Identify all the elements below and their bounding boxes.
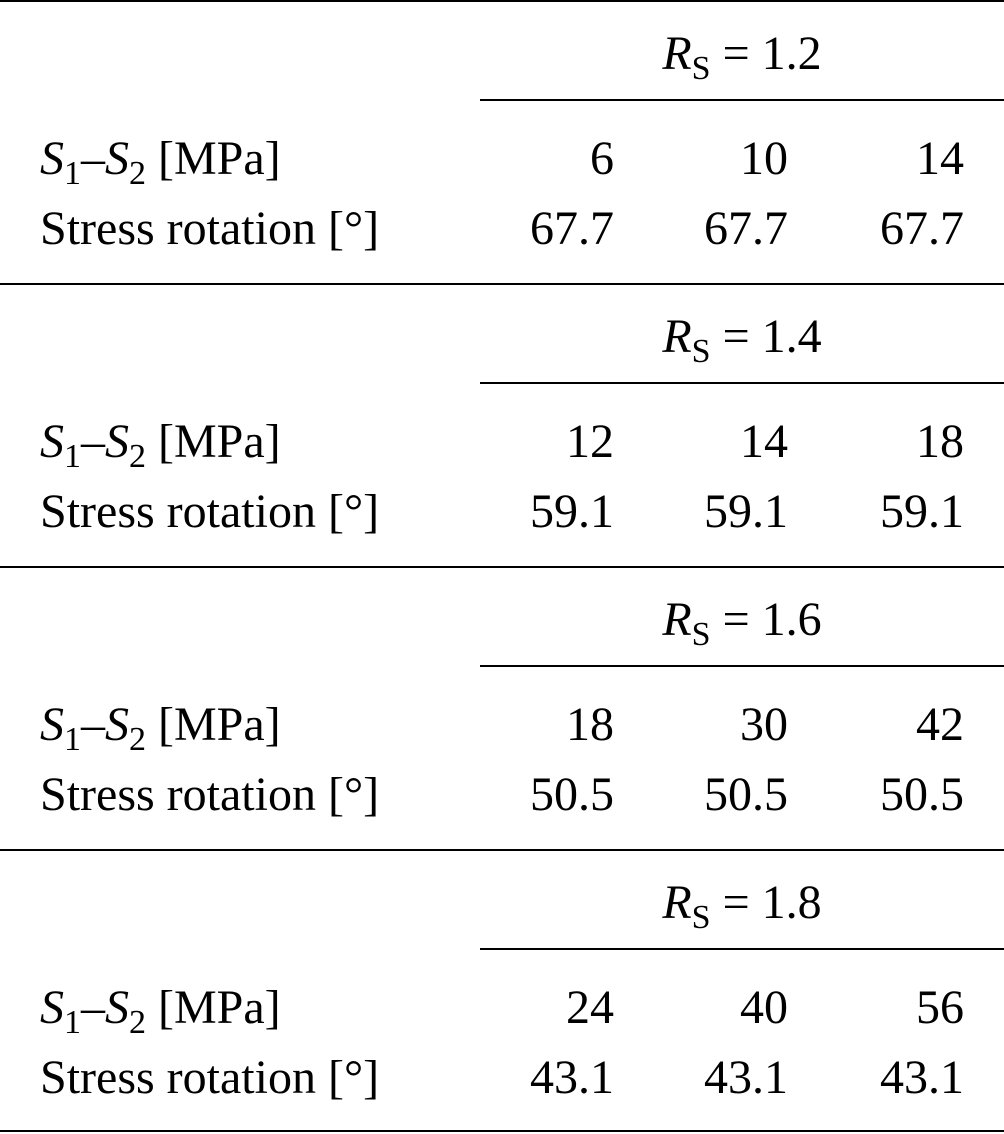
table-cell: 67.7 [704,202,788,255]
row-label-rotation: Stress rotation [°] [40,202,380,255]
row-label-s1-s2: $S_1-S_2$ [MPa] [40,415,281,475]
table-cell: 40 [740,981,788,1034]
table-cell: 50.5 [704,768,788,821]
table-cell: 42 [916,698,964,751]
rs-header: $R_S = 1.6$ [662,593,822,653]
table-block-rs-1-4 [0,285,1004,567]
table-cell: 67.7 [530,202,614,255]
table-cell: 56 [916,981,964,1034]
rs-header: $R_S = 1.8$ [662,876,822,936]
row-label-s1-s2: $S_1-S_2$ [MPa] [40,981,281,1041]
table-block-rs-1-8 [0,851,1004,1133]
table-cell: 12 [566,415,614,468]
table-row-s1-s2 [0,694,1004,756]
table-row-rotation [0,764,1004,826]
table-cell: 59.1 [880,485,964,538]
header-rule [480,99,1004,101]
header-rule [480,665,1004,667]
table-cell: 59.1 [704,485,788,538]
table-cell: 43.1 [880,1051,964,1104]
header-rule [480,382,1004,384]
table-cell: 43.1 [530,1051,614,1104]
table-cell: 50.5 [530,768,614,821]
row-label-s1-s2: $S_1-S_2$ [MPa] [40,698,281,758]
table-cell: 14 [740,415,788,468]
table-row-s1-s2 [0,411,1004,473]
table-row-rotation [0,1047,1004,1109]
table-row-s1-s2 [0,128,1004,190]
table-cell: 6 [590,132,614,185]
row-label-rotation: Stress rotation [°] [40,768,380,821]
table-row-s1-s2 [0,977,1004,1039]
table-cell: 50.5 [880,768,964,821]
row-label-s1-s2: $S_1-S_2$ [MPa] [40,132,281,192]
table-row-rotation [0,198,1004,260]
table-cell: 59.1 [530,485,614,538]
rs-header: $R_S = 1.2$ [662,27,822,87]
table-cell: 43.1 [704,1051,788,1104]
table-cell: 30 [740,698,788,751]
header-rule [480,948,1004,950]
table-cell: 18 [566,698,614,751]
rs-header: $R_S = 1.4$ [662,310,822,370]
table-cell: 24 [566,981,614,1034]
bottom-rule [0,1130,1004,1132]
table-block-rs-1-2 [0,2,1004,284]
row-label-rotation: Stress rotation [°] [40,1051,380,1104]
table-row-rotation [0,481,1004,543]
table-cell: 18 [916,415,964,468]
table-block-rs-1-6 [0,568,1004,850]
table-cell: 10 [740,132,788,185]
table-cell: 14 [916,132,964,185]
table-cell: 67.7 [880,202,964,255]
row-label-rotation: Stress rotation [°] [40,485,380,538]
